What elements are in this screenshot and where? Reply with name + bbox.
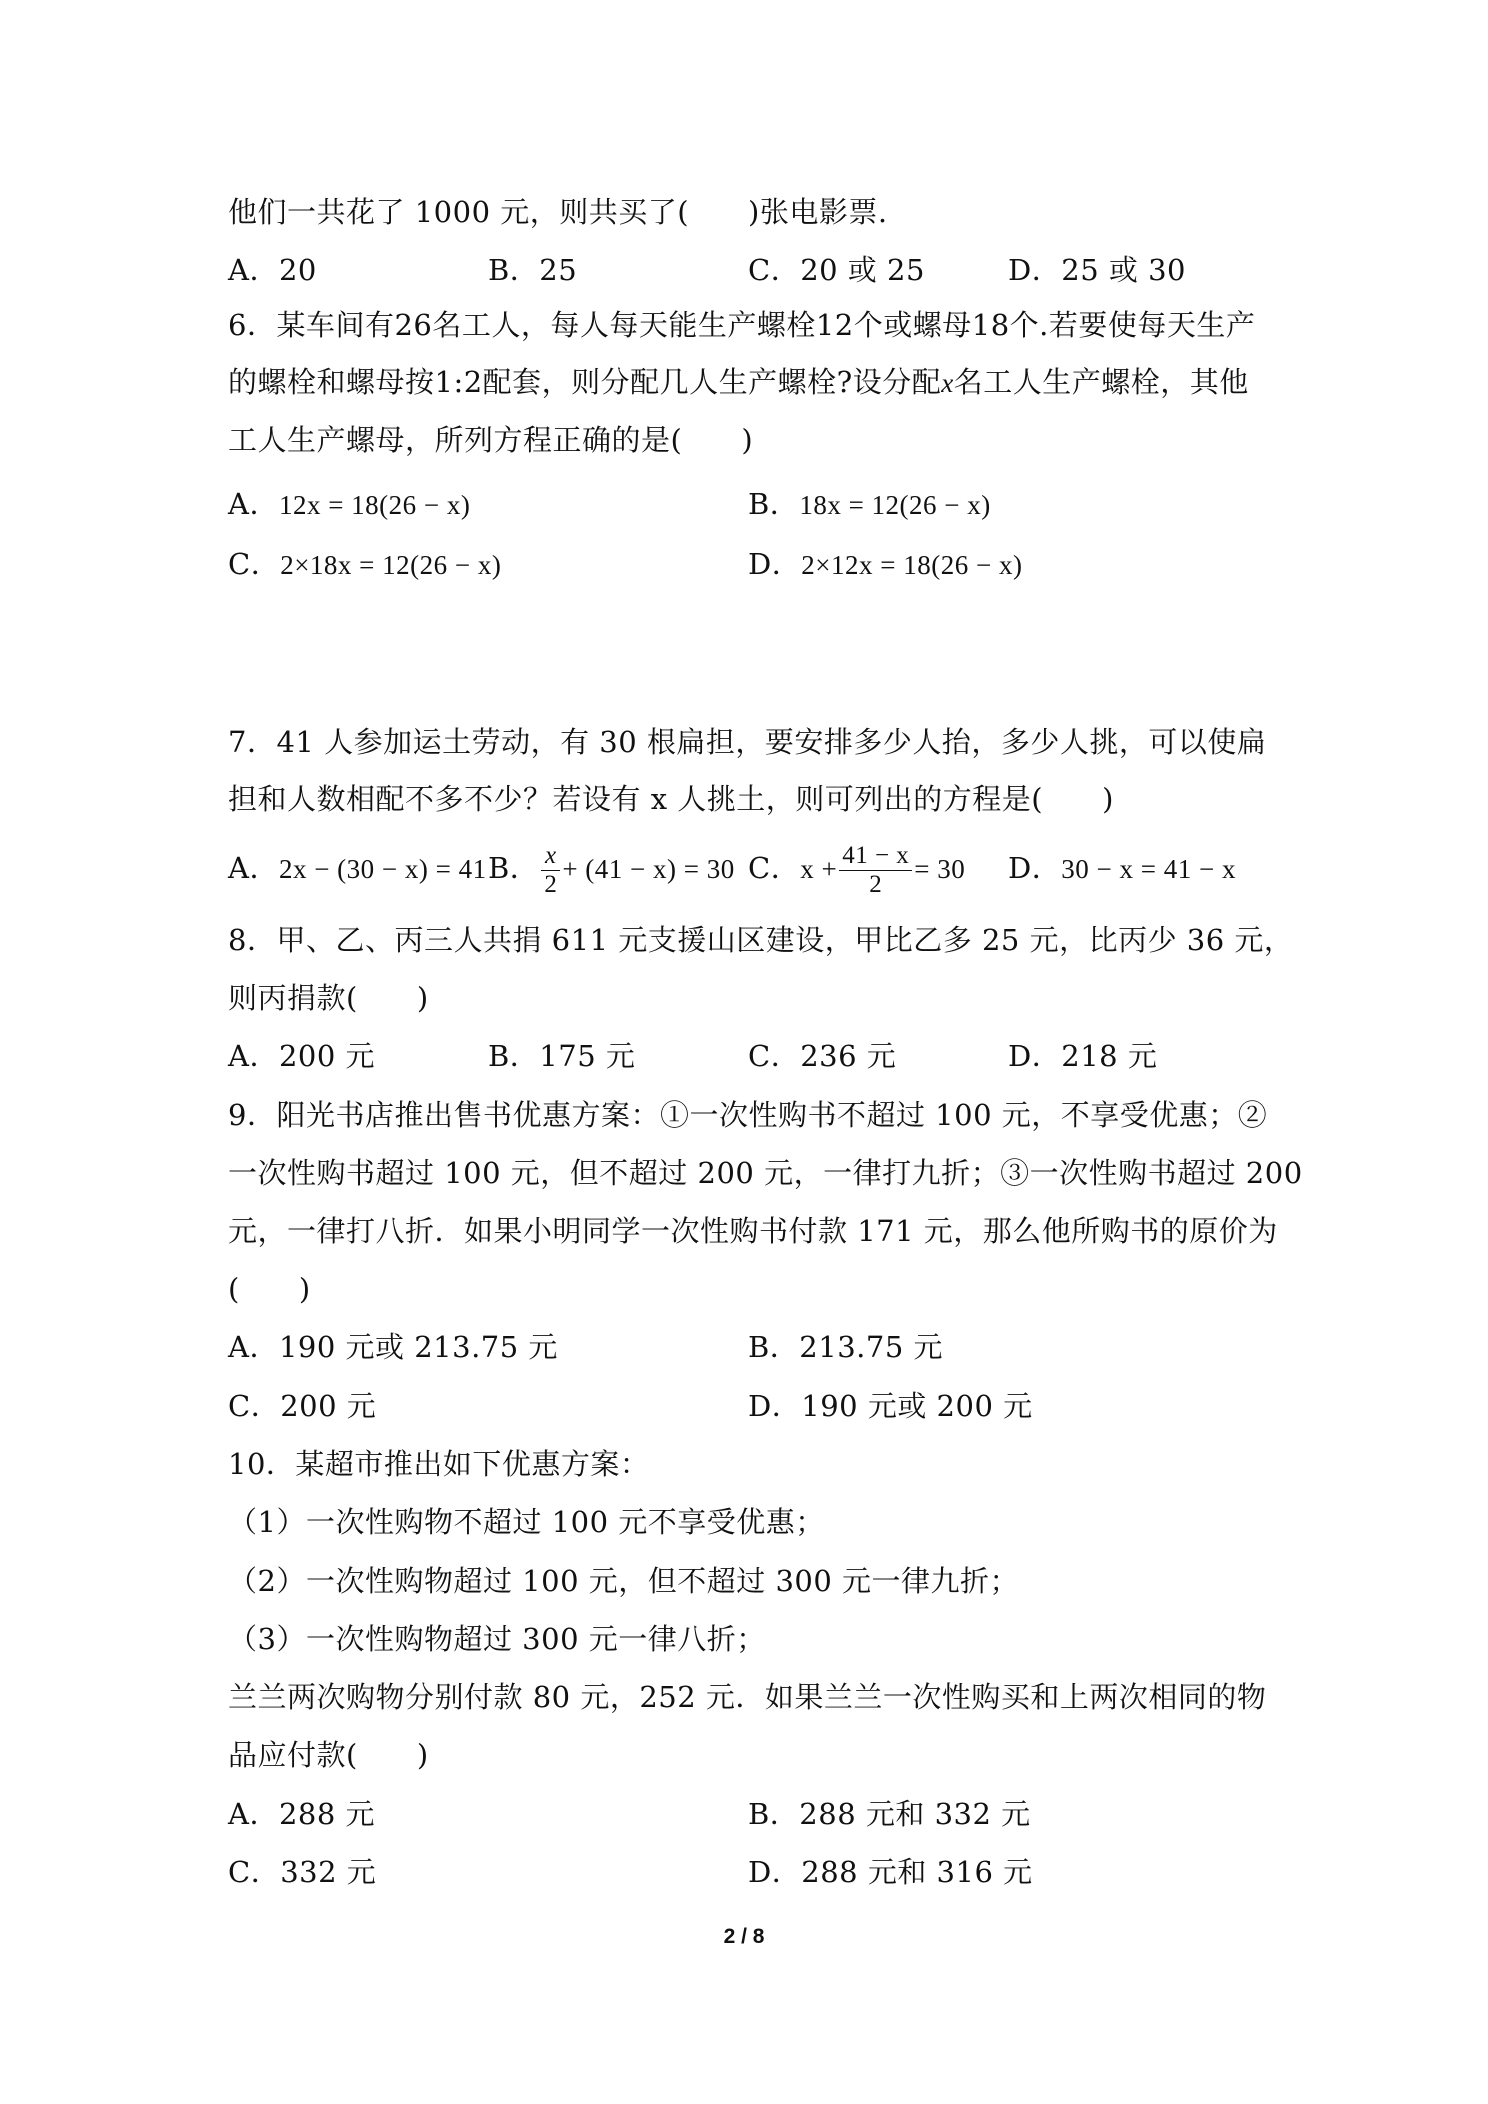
q6-variable-x: x [941,368,954,398]
q6-option-a-expression: 12x = 18(26 − x) [278,490,471,520]
q5-option-b: B．25 [488,253,578,287]
q7-option-b-expression: + (41 − x) = 30 [562,854,735,884]
q5-option-a: A．20 [228,253,317,287]
q8-text-line-1: 8．甲、乙、丙三人共捐 611 元支援山区建设，甲比乙多 25 元，比丙少 36 元， [228,923,1294,957]
q7-option-c-fraction [839,842,912,899]
q10-option-a: A．288 元 [228,1797,376,1831]
q9-text-line-1: 9．阳光书店推出售书优惠方案：①一次性购书不超过 100 元，不享受优惠；② [228,1098,1268,1132]
q6-option-c [228,544,501,585]
q9-option-a: A．190 元或 213.75 元 [228,1330,558,1364]
q10-option-b: B．288 元和 332 元 [748,1797,1031,1831]
q7-text-line-1: 7．41 人参加运土劳动，有 30 根扁担，要安排多少人抬，多少人挑，可以使扁 [228,725,1267,759]
q10-option-c: C．332 元 [228,1855,377,1889]
q7-option-d-expression: 30 − x = 41 − x [1061,854,1236,884]
q6-option-d-expression: 2×12x = 18(26 − x) [801,550,1023,580]
q7-option-c-prefix: x + [800,854,838,884]
q7-option-c-expression: = 30 [914,854,966,884]
q10-option-d: D．288 元和 316 元 [748,1855,1033,1889]
q6-option-a-label: A． [228,487,279,521]
q7-option-b [488,838,735,899]
q6-option-b-label: B． [748,487,800,521]
q6-option-c-expression: 2×18x = 12(26 − x) [280,550,502,580]
q6-text-line-2-b: 名工人生产螺栓，其他 [953,365,1249,399]
q6-text-line-2 [228,362,1249,403]
q6-option-b [748,484,991,525]
q8-option-c: C．236 元 [748,1039,897,1073]
q9-text-line-4: ( ) [228,1272,311,1306]
q7-option-c-label: C． [748,851,801,885]
q7-option-c [748,838,965,899]
q7-option-d [1008,848,1236,889]
q6-text-line-2-a: 的螺栓和螺母按1:2配套，则分配几人生产螺栓?设分配 [228,365,942,399]
q7-option-a-expression: 2x − (30 − x) = 41 [278,854,487,884]
fraction-numerator: 41 − x [839,842,912,871]
q5-option-c: C．20 或 25 [748,253,925,287]
q6-text-line-3: 工人生产螺母，所列方程正确的是( ) [228,423,754,457]
q8-option-d: D．218 元 [1008,1039,1158,1073]
q7-text-line-2: 担和人数相配不多不少？若设有 x 人挑土，则可列出的方程是( ) [228,782,1114,816]
q5-option-d: D．25 或 30 [1008,253,1186,287]
q10-text-line-1: 10．某超市推出如下优惠方案： [228,1447,650,1481]
q10-rule-1: （1）一次性购物不超过 100 元不享受优惠； [228,1505,825,1539]
fraction-denominator: 2 [869,870,883,898]
fraction-denominator: 2 [544,870,558,898]
q10-text-line-6: 品应付款( ) [228,1738,429,1772]
q7-option-d-label: D． [1008,851,1062,885]
q9-option-c: C．200 元 [228,1389,377,1423]
q7-option-a-label: A． [228,851,279,885]
q8-text-line-2: 则丙捐款( ) [228,981,429,1015]
q9-text-line-2: 一次性购书超过 100 元，但不超过 200 元，一律打九折；③一次性购书超过 200 [228,1156,1303,1190]
q6-option-c-label: C． [228,547,281,581]
q7-option-a [228,848,487,889]
fraction-numerator: x [541,842,560,871]
q9-text-line-3: 元，一律打八折．如果小明同学一次性购书付款 171 元，那么他所购书的原价为 [228,1214,1278,1248]
q9-option-b: B．213.75 元 [748,1330,944,1364]
q5-text-line: 他们一共花了 1000 元，则共买了( )张电影票. [228,195,888,229]
q8-option-a: A．200 元 [228,1039,376,1073]
q10-rule-3: （3）一次性购物超过 300 元一律八折； [228,1622,766,1656]
q6-option-d [748,544,1022,585]
q6-option-a [228,484,470,525]
q7-option-b-label: B． [488,851,540,885]
q6-option-b-expression: 18x = 12(26 − x) [799,490,991,520]
q10-rule-2: （2）一次性购物超过 100 元，但不超过 300 元一律九折； [228,1564,1020,1598]
q7-option-b-fraction [541,842,560,899]
q10-text-line-5: 兰兰两次购物分别付款 80 元，252 元．如果兰兰一次性购买和上两次相同的物 [228,1680,1267,1714]
page-number: 2 / 8 [723,1925,765,1948]
q8-option-b: B．175 元 [488,1039,636,1073]
q6-text-line-1: 6．某车间有26名工人，每人每天能生产螺栓12个或螺母18个.若要使每天生产 [228,308,1256,342]
q9-option-d: D．190 元或 200 元 [748,1389,1033,1423]
q6-option-d-label: D． [748,547,802,581]
